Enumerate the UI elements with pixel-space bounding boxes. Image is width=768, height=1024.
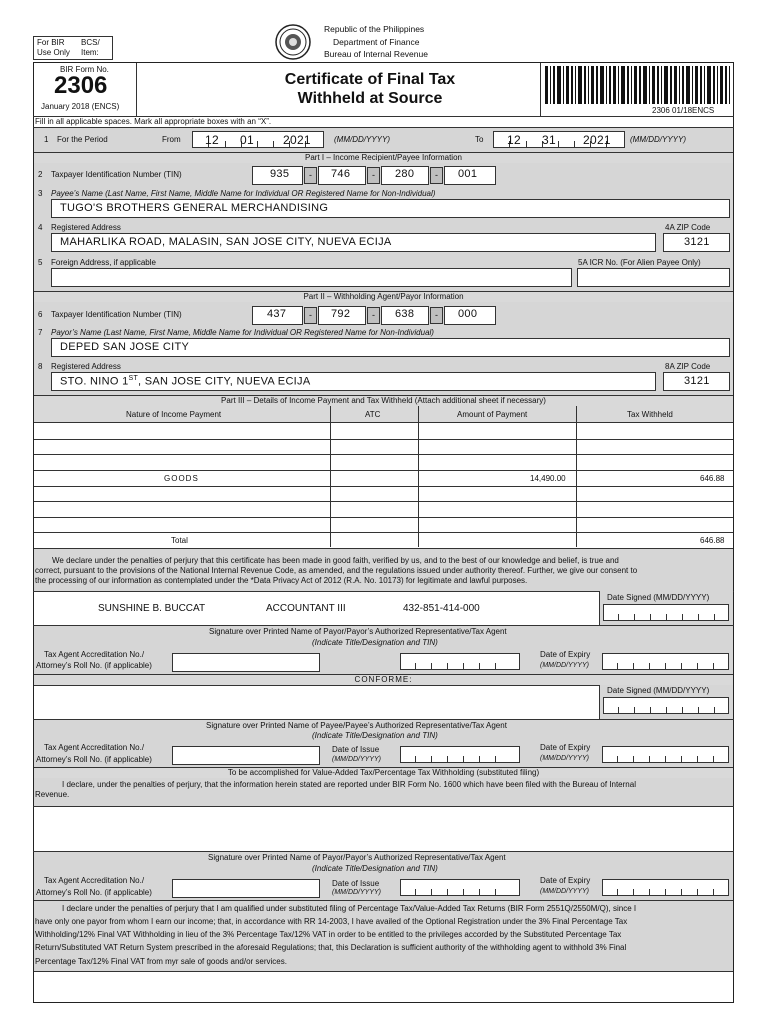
expiry-label: Date of Expiry xyxy=(540,650,591,659)
payee-address: MAHARLIKA ROAD, MALASIN, SAN JOSE CITY, NUEVA ECIJA xyxy=(60,236,392,248)
conforme-title: CONFORME: xyxy=(34,674,733,686)
vat-agent-label-2: Attorney’s Roll No. (if applicable) xyxy=(36,888,152,897)
date-signed-field[interactable] xyxy=(603,604,729,621)
final-decl-line-5: Percentage Tax/12% Final VAT from myr sale of goods and/or services. xyxy=(35,957,287,966)
payor-name: DEPED SAN JOSE CITY xyxy=(60,341,190,353)
title-line-1: Certificate of Final Tax xyxy=(284,71,456,88)
payor-address: STO. NINO 1ST, SAN JOSE CITY, NUEVA ECIJA xyxy=(60,375,311,388)
conforme-sub: (Indicate Title/Designation and TIN) xyxy=(312,731,438,740)
vat-title: To be accomplished for Value-Added Tax/Percentage Tax Withholding (substituted filing) xyxy=(34,767,733,779)
payee-tin-1-value: 935 xyxy=(270,168,290,180)
income-table xyxy=(34,406,733,547)
row-amount: 14,490.00 xyxy=(530,474,566,483)
declaration-line-2: correct, pursuant to the provisions of the National Internal Revenue Code, as amended, and the regulations issued under authority thereof. Further, we give our consent to xyxy=(35,566,638,575)
vat-decl-line-2: Revenue. xyxy=(35,790,70,799)
payor-name-label: Payor’s Name (Last Name, First Name, Middle Name for Individual OR Registered Name for Non-Individual) xyxy=(51,328,434,337)
vat-issue-field[interactable] xyxy=(400,879,520,896)
payee-name: TUGO'S BROTHERS GENERAL MERCHANDISING xyxy=(60,202,329,214)
vat-expiry-field[interactable] xyxy=(602,879,729,896)
payor-tin-1-value: 437 xyxy=(267,308,287,320)
conforme-agent-label-1: Tax Agent Accreditation No./ xyxy=(44,743,145,752)
col-nature: Nature of Income Payment xyxy=(126,410,222,419)
period-num: 1 xyxy=(44,135,49,144)
payee-name-label: Payee’s Name (Last Name, First Name, Middle Name for Individual OR Registered Name for Non-Individual) xyxy=(51,189,436,198)
part1-title: Part I – Income Recipient/Payee Information xyxy=(34,152,733,164)
issue-date-field[interactable] xyxy=(400,653,520,670)
to-yyyy: 2021 xyxy=(583,133,611,147)
title-line-2: Withheld at Source xyxy=(297,90,443,107)
to-label: To xyxy=(475,135,484,144)
conforme-agent-field[interactable] xyxy=(172,746,320,765)
form-no-label: BIR Form No. xyxy=(60,65,109,74)
agent-accreditation-field[interactable] xyxy=(172,653,320,672)
conforme-date-field[interactable] xyxy=(603,697,729,714)
from-yyyy: 2021 xyxy=(283,133,311,147)
bureau-text: Bureau of Internal Revenue xyxy=(324,49,428,59)
bir-seal-icon xyxy=(275,24,311,60)
payee-zip: 3121 xyxy=(684,236,710,248)
vat-issue-label: Date of Issue xyxy=(332,879,380,888)
conforme-date-label: Date Signed (MM/DD/YYYY) xyxy=(607,686,710,695)
payee-tin-4-value: 001 xyxy=(458,168,478,180)
final-decl-line-3: Withholding/12% Final VAT Withholding in lieu of the 3% Percentage Tax/12% VAT in order to be entitled to the privileges accorded by the Substituted Percentage Tax xyxy=(35,930,622,939)
vat-agent-label-1: Tax Agent Accreditation No./ xyxy=(44,876,145,885)
part2-title: Part II – Withholding Agent/Payor Information xyxy=(34,291,733,303)
conforme-expiry-label: Date of Expiry xyxy=(540,743,591,752)
form-number: 2306 xyxy=(54,72,108,99)
vat-agent-field[interactable] xyxy=(172,879,320,898)
signatory-name: SUNSHINE B. BUCCAT xyxy=(98,603,206,614)
icr-field[interactable] xyxy=(577,268,730,287)
form-date: January 2018 (ENCS) xyxy=(41,102,120,111)
vat-sig-sub: (Indicate Title/Designation and TIN) xyxy=(312,864,438,873)
col-tax: Tax Withheld xyxy=(627,410,673,419)
declaration-line-1: We declare under the penalties of perjury that this certificate has been made in good faith, verified by us, and to the best of our knowledge and belief, is true and xyxy=(52,556,619,565)
signatory-title: ACCOUNTANT III xyxy=(266,603,346,614)
part1-tin-num: 2 xyxy=(38,170,43,179)
from-label: From xyxy=(162,135,181,144)
payor-tin-4-value: 000 xyxy=(458,308,478,320)
payor-zip-label: 8A ZIP Code xyxy=(665,362,711,371)
total-label: Total xyxy=(171,536,188,545)
from-dd: 01 xyxy=(240,133,254,147)
to-mm: 12 xyxy=(507,133,521,147)
period-label: For the Period xyxy=(57,135,108,144)
payor-zip: 3121 xyxy=(684,375,710,387)
expiry-date-field[interactable] xyxy=(602,653,729,670)
final-decl-line-2: have only one payor from whom I earn our income; that, in accordance with RR 14-2003, I have availed of the Optional Registration under the 3% Final Percentage Tax xyxy=(35,917,628,926)
date-signed-label: Date Signed (MM/DD/YYYY) xyxy=(607,593,710,602)
payee-address-label: Registered Address xyxy=(51,223,121,232)
conforme-agent-label-2: Attorney’s Roll No. (if applicable) xyxy=(36,755,152,764)
total-tax: 646.88 xyxy=(700,536,725,545)
for-bir-label: For BIR xyxy=(37,38,65,47)
instruction-text: Fill in all applicable spaces. Mark all appropriate boxes with an “X”. xyxy=(35,117,272,126)
col-atc: ATC xyxy=(365,410,381,419)
vat-expiry-label: Date of Expiry xyxy=(540,876,591,885)
agent-label-2: Attorney’s Roll No. (if applicable) xyxy=(36,661,152,670)
final-decl-line-4: Return/Substituted VAT Return System prescribed in the aforesaid Regulations; that, this Declaration is sufficient authority of the withholding agent to withhold 3% Final xyxy=(35,943,627,952)
to-dd: 31 xyxy=(542,133,556,147)
item-label: Item: xyxy=(81,48,99,57)
conforme-issue-label: Date of Issue xyxy=(332,745,380,754)
final-decl-line-1: I declare under the penalties of perjury that I am qualified under substituted filing of Percentage Tax/Value-Added Tax Returns (BIR Form 2551Q/2550M/Q), since I xyxy=(62,904,637,913)
part2-tin-label: Taxpayer Identification Number (TIN) xyxy=(51,310,182,319)
from-format: (MM/DD/YYYY) xyxy=(334,135,390,144)
vat-decl-line-1: I declare, under the penalties of perjury, that the information herein stated are reported under BIR Form No. 1600 which have been filed with the Bureau of Internal xyxy=(62,780,636,789)
barcode-caption: 2306 01/18ENCS xyxy=(652,106,715,115)
payor-tin-3-value: 638 xyxy=(395,308,415,320)
conforme-caption: Signature over Printed Name of Payee/Payee’s Authorized Representative/Tax Agent xyxy=(206,721,507,730)
conforme-expiry-format: (MM/DD/YYYY) xyxy=(540,755,589,762)
col-amount: Amount of Payment xyxy=(457,410,528,419)
part3-title: Part III – Details of Income Payment and Tax Withheld (Attach additional sheet if necessary) xyxy=(34,395,733,407)
republic-text: Republic of the Philippines xyxy=(324,24,425,34)
conforme-issue-field[interactable] xyxy=(400,746,520,763)
to-format: (MM/DD/YYYY) xyxy=(630,135,686,144)
row-tax: 646.88 xyxy=(700,474,725,483)
foreign-address-field[interactable] xyxy=(51,268,572,287)
signatory-sub: (Indicate Title/Designation and TIN) xyxy=(312,638,438,647)
vat-expiry-format: (MM/DD/YYYY) xyxy=(540,888,589,895)
payor-address-label: Registered Address xyxy=(51,362,121,371)
payor-tin-2-value: 792 xyxy=(331,308,351,320)
department-text: Department of Finance xyxy=(333,37,420,47)
conforme-issue-format: (MM/DD/YYYY) xyxy=(332,756,381,763)
declaration-line-3: the processing of our information as contemplated under the *Data Privacy Act of 2012 (R.A. No. 10173) for legitimate and lawful purposes. xyxy=(35,576,528,585)
conforme-expiry-field[interactable] xyxy=(602,746,729,763)
vat-sig-caption: Signature over Printed Name of Payor/Payor’s Authorized Representative/Tax Agent xyxy=(208,853,506,862)
part1-tin-label: Taxpayer Identification Number (TIN) xyxy=(51,170,182,179)
signatory-tin: 432-851-414-000 xyxy=(403,603,480,614)
row-nature: GOODS xyxy=(164,474,199,483)
payee-zip-label: 4A ZIP Code xyxy=(665,223,711,232)
payee-tin-3-value: 280 xyxy=(395,168,415,180)
vat-issue-format: (MM/DD/YYYY) xyxy=(332,889,381,896)
bcs-label: BCS/ xyxy=(81,38,100,47)
use-only-label: Use Only xyxy=(37,48,70,57)
icr-label: 5A ICR No. (For Alien Payee Only) xyxy=(578,258,701,267)
signatory-caption: Signature over Printed Name of Payor/Payor’s Authorized Representative/Tax Agent xyxy=(209,627,507,636)
expiry-format: (MM/DD/YYYY) xyxy=(540,662,589,669)
payee-tin-2-value: 746 xyxy=(331,168,351,180)
agent-label-1: Tax Agent Accreditation No./ xyxy=(44,650,145,659)
foreign-address-label: Foreign Address, if applicable xyxy=(51,258,156,267)
from-mm: 12 xyxy=(205,133,219,147)
